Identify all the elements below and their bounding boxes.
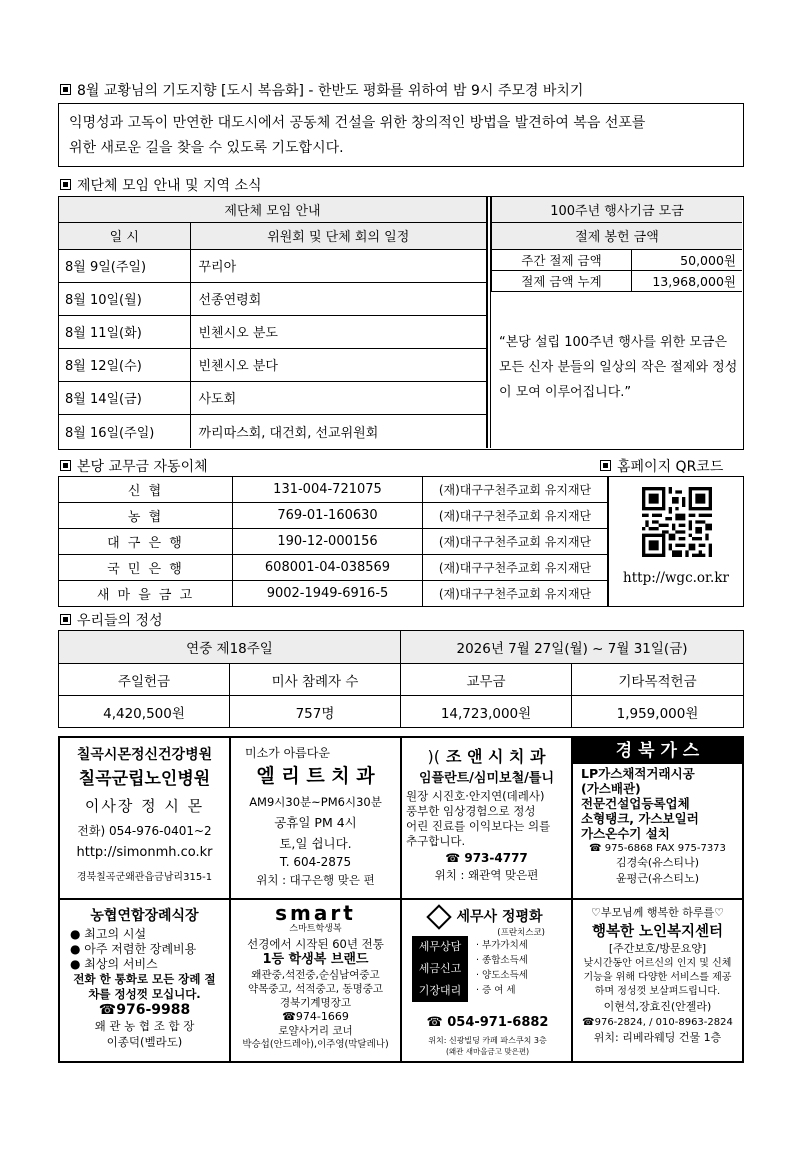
ad-welfare-location: 위치: 리베라웨딩 건물 1층 (593, 1031, 722, 1044)
ad-dental-phone: T. 604-2875 (279, 855, 352, 869)
square-bullet-icon (60, 84, 71, 95)
account-number: 769-01-160630 (233, 503, 423, 529)
ad-joan-text-1: 풍부한 임상경험으로 정성 (406, 804, 536, 818)
account-holder: (재)대구구천주교회 유지재단 (423, 555, 608, 581)
offering-value-other: 1,959,000원 (572, 696, 744, 728)
ad-hospital-url: http://simonmh.co.kr (76, 845, 213, 860)
ad-gas-line: (가스배관) (581, 781, 641, 796)
diamond-logo-icon (427, 904, 452, 929)
ad-funeral-hall (59, 899, 230, 1062)
fund-title: 100주년 행사기금 모금 (492, 197, 743, 222)
ad-elite-dental (230, 737, 401, 899)
ad-welfare-text: 하며 정성껏 보살펴드립니다. (594, 986, 721, 997)
bank-name: 새 마 을 금 고 (59, 581, 233, 607)
account-holder: (재)대구구천주교회 유지재단 (423, 529, 608, 555)
prayer-line-2: 위한 새로운 길을 찾을 수 있도록 기도합시다. (69, 140, 344, 156)
ad-joan-phone: ☎ 973-4777 (445, 851, 528, 865)
meeting-date: 8월 10일(월) (59, 282, 190, 315)
ad-tax-service: 기장대리 (418, 984, 462, 997)
prayer-box (58, 103, 744, 167)
account-number: 9002-1949-6916-5 (233, 581, 423, 607)
ad-welfare-text: 낮시간동안 어르신의 인지 및 신체 (583, 958, 732, 969)
meeting-event: 까리따스회, 대건회, 선교위원회 (190, 414, 487, 448)
ad-welfare-services: [주간보호/방문요양] (608, 942, 707, 955)
meeting-date: 8월 12일(수) (59, 348, 190, 381)
meeting-date: 8월 9일(주일) (59, 249, 190, 282)
ad-gas-phone: ☎ 975-6868 FAX 975-7373 (589, 843, 726, 854)
ad-tax-service: 세금신고 (418, 962, 462, 975)
ad-tax-item: · 종합소득세 (476, 955, 528, 966)
ad-tax-location-note: (왜관 새마을금고 맞은편) (445, 1047, 530, 1056)
ad-welfare-text: 기능을 위해 다양한 서비스를 제공 (583, 972, 732, 983)
ad-tax-item: · 양도소득세 (476, 970, 528, 981)
ad-funeral-text: 차를 정성껏 모십니다. (88, 987, 201, 1001)
altar-section-header (60, 175, 262, 195)
square-bullet-icon (60, 179, 71, 190)
ad-tax-items (476, 938, 528, 998)
ad-joan-text-2: 어린 진료를 이익보다는 의를 (406, 819, 551, 833)
meeting-table (59, 197, 487, 448)
meeting-date: 8월 16일(주일) (59, 414, 190, 448)
homepage-url[interactable]: http://wgc.or.kr (623, 570, 729, 586)
ad-funeral-text: 전화 한 통화로 모든 장례 절 (73, 972, 216, 986)
offering-header-text: 우리들의 정성 (77, 613, 163, 629)
ad-welfare-line: ♡부모님께 행복한 하루를♡ (591, 906, 724, 919)
ad-gas-line: 가스온수기 설치 (581, 826, 670, 841)
qr-header-text: 홈페이지 QR코드 (617, 459, 724, 475)
ad-dental-holiday: 공휴일 PM 4시 (274, 815, 357, 830)
account-number: 131-004-721075 (233, 477, 423, 503)
ad-tax-services-box (412, 936, 468, 1002)
ad-welfare-center (572, 899, 743, 1062)
qr-code-icon (642, 487, 712, 557)
account-holder: (재)대구구천주교회 유지재단 (423, 503, 608, 529)
square-bullet-icon (60, 460, 71, 471)
offering-table (58, 630, 744, 728)
meeting-col-date: 일 시 (59, 222, 190, 249)
meeting-event: 빈첸시오 분다 (190, 348, 487, 381)
ad-smart-schools: 경북기계명장고 (279, 997, 351, 1009)
account-holder: (재)대구구천주교회 유지재단 (423, 477, 608, 503)
account-number: 190-12-000156 (233, 529, 423, 555)
bank-name: 농 협 (59, 503, 233, 529)
offering-col-attendance: 미사 참례자 수 (230, 664, 401, 696)
offering-col-dues: 교무금 (401, 664, 572, 696)
ad-tax-title: 세무사 정평화 (402, 906, 571, 926)
transfer-table (58, 476, 608, 607)
altar-box (58, 196, 744, 450)
ad-tax-item: · 부가가치세 (476, 940, 528, 951)
ad-tax-office (401, 899, 572, 1062)
ad-joan-specialty: 임플란트/심미보철/틀니 (418, 771, 555, 786)
transfer-header-text: 본당 교무금 자동이체 (77, 459, 208, 475)
ad-tax-phone: ☎ 054-971-6882 (426, 1015, 549, 1030)
bank-name: 국 민 은 행 (59, 555, 233, 581)
ad-funeral-title: 농협연합장례식장 (90, 908, 199, 924)
offering-section-header (60, 610, 163, 630)
ad-dental-line: 미소가 아름다운 (245, 746, 330, 760)
offering-period: 2026년 7월 27일(월) ~ 7월 31일(금) (401, 631, 744, 664)
ad-hospital-phone: 전화) 054-976-0401~2 (77, 824, 212, 838)
ad-smart-line: 선경에서 시작된 60년 전통 (247, 937, 384, 951)
meeting-table-title: 제단체 모임 안내 (59, 197, 487, 222)
table-row (59, 529, 608, 555)
weekly-amount-value: 50,000원 (632, 249, 743, 270)
fund-quote: “본당 설립 100주년 행사를 위한 모금은 모든 신자 분들의 일상의 작은 절제와 정성이 모여 이루어집니다.” (499, 335, 738, 400)
ad-welfare-owner: 이현석,장효진(안젤라) (603, 1000, 712, 1013)
ad-smart-owner: 박승섭(안드레아),이주영(막달레나) (242, 1039, 389, 1050)
ad-funeral-phone: ☎976-9988 (98, 1002, 191, 1018)
ad-smart-logo: smart (275, 901, 356, 925)
ad-dental-closed: 토,일 쉽니다. (279, 836, 352, 851)
table-row (59, 249, 487, 282)
table-row (59, 381, 487, 414)
ad-smart-brand: 1등 학생복 브랜드 (262, 952, 369, 967)
ad-gas-owner: 윤평근(유스티노) (616, 872, 699, 885)
prayer-header-text: 8월 교황님의 기도지향 [도시 복음화] - 한반도 평화를 위하여 밤 9시 주모경 바치기 (77, 83, 584, 99)
ad-gas-line: 소형탱크, 가스보일러 (581, 811, 699, 826)
prayer-section-header (60, 80, 583, 100)
weekly-amount-label: 주간 절제 금액 (492, 249, 632, 270)
meeting-date: 8월 11일(화) (59, 315, 190, 348)
ad-gas-line: 전문건설업등록업체 (581, 796, 690, 811)
meeting-event: 꾸리아 (190, 249, 487, 282)
altar-header-text: 제단체 모임 안내 및 지역 소식 (77, 178, 262, 194)
ad-funeral-name: 이종덕(벨라도) (106, 1035, 183, 1049)
ad-smart-location: 로얄사거리 코너 (278, 1025, 353, 1037)
meeting-date: 8월 14일(금) (59, 381, 190, 414)
ad-tax-item: · 증 여 세 (476, 985, 516, 996)
qr-box (608, 476, 744, 607)
ad-smart-uniform (230, 899, 401, 1062)
ad-hospital-line: 칠곡시몬정신건강병원 (76, 747, 213, 763)
ad-gyeongbuk-gas (572, 737, 743, 899)
ad-hospital-name: 칠곡군립노인병원 (78, 769, 211, 789)
account-holder: (재)대구구천주교회 유지재단 (423, 581, 608, 607)
ad-tax-name: (프란치스코) (497, 928, 545, 938)
ad-gas-line: LP가스채적거래시공 (581, 766, 695, 781)
ad-tax-location: 위치: 신광빌딩 카페 파스쿠치 3층 (428, 1036, 547, 1045)
bank-name: 대 구 은 행 (59, 529, 233, 555)
fund-table (491, 197, 742, 292)
prayer-line-1: 익명성과 고독이 만연한 대도시에서 공동체 건설을 위한 창의적인 방법을 발견하여 복음 선포를 (69, 115, 646, 131)
account-number: 608001-04-038569 (233, 555, 423, 581)
ad-joan-director: 원장 시진호·안지연(데레사) (406, 789, 545, 803)
ad-welfare-title: 행복한 노인복지센터 (591, 924, 724, 940)
offering-col-sunday: 주일헌금 (59, 664, 230, 696)
ad-hospital-address: 경북칠곡군왜관읍금남리315-1 (76, 872, 213, 883)
ad-joan-dental (401, 737, 572, 899)
table-row (59, 503, 608, 529)
total-amount-value: 13,968,000원 (632, 270, 743, 291)
meeting-event: 선종연령회 (190, 282, 487, 315)
offering-col-other: 기타목적헌금 (572, 664, 744, 696)
meeting-col-schedule: 위원회 및 단체 회의 일정 (190, 222, 487, 249)
ad-joan-location: 위치 : 왜관역 맞은편 (434, 868, 539, 882)
meeting-event: 빈첸시오 분도 (190, 315, 487, 348)
table-row (59, 581, 608, 607)
ad-dental-location: 위치 : 대구은행 맞은 편 (256, 873, 375, 887)
meeting-event: 사도회 (190, 381, 487, 414)
ad-gas-title: 경 북 가 스 (573, 738, 742, 764)
ad-dental-name: 엘 리 트 치 과 (256, 765, 375, 787)
transfer-section-header (60, 456, 208, 476)
offering-value-attendance: 757명 (230, 696, 401, 728)
table-row (59, 477, 608, 503)
offering-value-sunday: 4,420,500원 (59, 696, 230, 728)
ad-funeral-line: ● 최고의 시설 (70, 927, 147, 941)
ad-funeral-line: ● 아주 저렴한 장례비용 (70, 942, 197, 956)
table-row (59, 414, 487, 448)
ad-dental-hours: AM9시30분~PM6시30분 (249, 795, 382, 809)
fund-subtitle: 절제 봉헌 금액 (492, 222, 743, 249)
ad-hospital-director: 이사장 정 시 몬 (84, 797, 205, 815)
table-row (59, 282, 487, 315)
ads-grid (58, 736, 744, 1063)
qr-section-header (600, 456, 723, 476)
offering-value-dues: 14,723,000원 (401, 696, 572, 728)
ad-funeral-chair: 왜 관 농 협 조 합 장 (94, 1019, 195, 1033)
table-row (59, 348, 487, 381)
table-row (59, 555, 608, 581)
ad-tax-service: 세무상담 (418, 940, 462, 953)
ad-smart-subtitle: 스마트학생복 (289, 924, 342, 934)
square-bullet-icon (600, 460, 611, 471)
ad-joan-title: )( 조 앤 시 치 과 (427, 747, 546, 766)
bank-name: 신 협 (59, 477, 233, 503)
ad-welfare-phone: ☎976-2824, / 010-8963-2824 (582, 1017, 733, 1028)
offering-week: 연중 제18주일 (59, 631, 401, 664)
ad-smart-schools: 왜관중,석전중,순심남여중고 (251, 969, 380, 981)
square-bullet-icon (60, 614, 71, 625)
table-row (59, 315, 487, 348)
ad-smart-schools: 약목중고, 석적중고, 동명중고 (247, 983, 384, 995)
tooth-logo-icon: )( (427, 747, 440, 766)
ad-joan-text-3: 추구합니다. (406, 834, 466, 848)
ad-hospital (59, 737, 230, 899)
ad-smart-phone: ☎974-1669 (282, 1010, 349, 1023)
total-amount-label: 절제 금액 누계 (492, 270, 632, 291)
ad-gas-owner: 김경숙(유스티나) (616, 856, 699, 869)
ad-funeral-line: ● 최상의 서비스 (70, 957, 158, 971)
